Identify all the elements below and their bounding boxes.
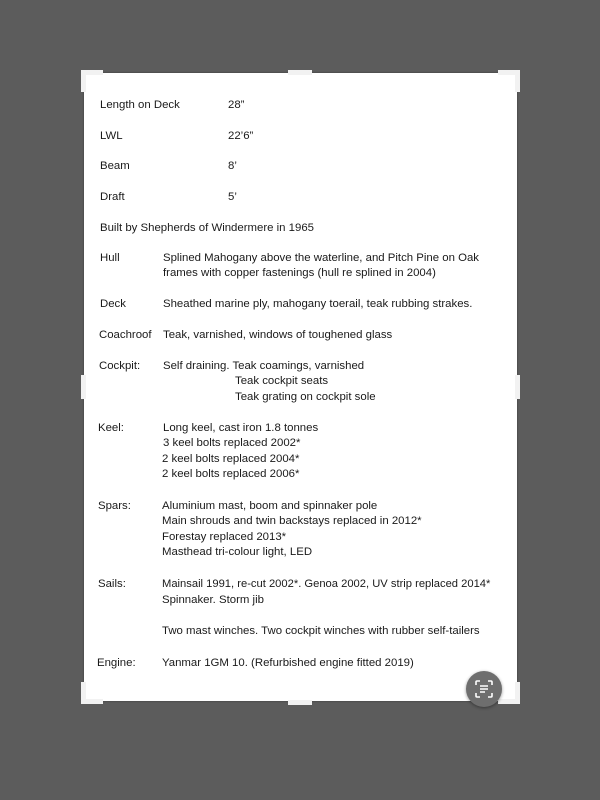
crop-handle-top-left[interactable] xyxy=(84,73,106,95)
lens-scan-button[interactable] xyxy=(466,671,502,707)
sails-line-2: Spinnaker. Storm jib xyxy=(162,594,264,606)
keel-line-3: 2 keel bolts replaced 2004* xyxy=(162,453,300,465)
spars-label: Spars: xyxy=(98,500,131,512)
sails-line-1: Mainsail 1991, re-cut 2002*. Genoa 2002, UV strip replaced 2014* xyxy=(162,578,491,590)
hull-label: Hull xyxy=(100,252,120,264)
sails-label: Sails: xyxy=(98,578,126,590)
coachroof-text: Teak, varnished, windows of toughened glass xyxy=(163,329,393,341)
keel-label: Keel: xyxy=(98,422,124,434)
keel-line-4: 2 keel bolts replaced 2006* xyxy=(162,468,300,480)
spars-line-3: Forestay replaced 2013* xyxy=(162,531,287,543)
spec-label-lwl: LWL xyxy=(100,130,123,142)
lens-scan-icon xyxy=(474,679,494,699)
coachroof-label: Coachroof xyxy=(99,329,152,341)
built-by: Built by Shepherds of Windermere in 1965 xyxy=(100,222,315,234)
hull-line-2: frames with copper fastenings (hull re splined in 2004) xyxy=(163,267,436,279)
spec-value-lwl: 22’6” xyxy=(228,130,254,142)
crop-handle-top-right[interactable] xyxy=(495,73,517,95)
spars-line-2: Main shrouds and twin backstays replaced in 2012* xyxy=(162,515,422,527)
deck-text: Sheathed marine ply, mahogany toerail, teak rubbing strakes. xyxy=(163,298,473,310)
spec-label-draft: Draft xyxy=(100,191,125,203)
crop-handle-top[interactable] xyxy=(288,70,312,75)
deck-label: Deck xyxy=(100,298,126,310)
document-page xyxy=(84,73,517,701)
crop-handle-bottom-left[interactable] xyxy=(84,679,106,701)
spec-label-beam: Beam xyxy=(100,160,130,172)
crop-handle-right[interactable] xyxy=(515,375,520,399)
keel-line-2: 3 keel bolts replaced 2002* xyxy=(163,437,301,449)
cockpit-line-3: Teak grating on cockpit sole xyxy=(235,391,376,403)
hull-line-1: Splined Mahogany above the waterline, and Pitch Pine on Oak xyxy=(163,252,479,264)
cockpit-line-2: Teak cockpit seats xyxy=(235,375,329,387)
engine-label: Engine: xyxy=(97,657,136,669)
keel-line-1: Long keel, cast iron 1.8 tonnes xyxy=(163,422,319,434)
cockpit-line-1: Self draining. Teak coamings, varnished xyxy=(163,360,365,372)
spec-value-beam: 8’ xyxy=(228,160,237,172)
cockpit-label: Cockpit: xyxy=(99,360,141,372)
spec-value-length: 28” xyxy=(228,99,245,111)
crop-handle-bottom[interactable] xyxy=(288,700,312,705)
spars-line-4: Masthead tri-colour light, LED xyxy=(162,546,313,558)
engine-text: Yanmar 1GM 10. (Refurbished engine fitted 2019) xyxy=(162,657,414,669)
crop-handle-left[interactable] xyxy=(81,375,86,399)
spec-label-length: Length on Deck xyxy=(100,99,180,111)
spec-value-draft: 5’ xyxy=(228,191,237,203)
spars-line-1: Aluminium mast, boom and spinnaker pole xyxy=(162,500,378,512)
winches-text: Two mast winches. Two cockpit winches with rubber self-tailers xyxy=(162,625,480,637)
